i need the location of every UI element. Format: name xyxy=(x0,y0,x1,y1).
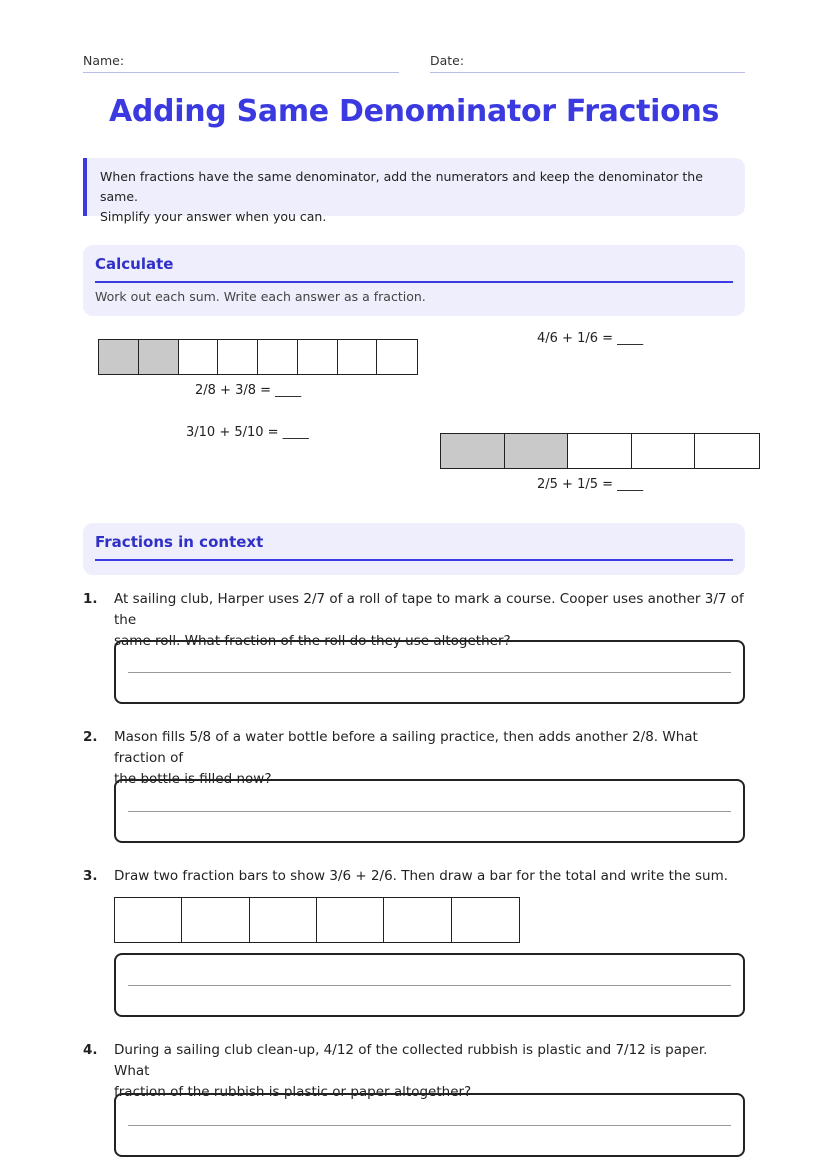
calculate-heading: Calculate xyxy=(95,255,174,273)
bar-cell xyxy=(695,434,759,468)
bar-cell xyxy=(250,898,317,942)
equation-3-10-plus-5-10: 3/10 + 5/10 = ____ xyxy=(186,425,309,440)
bar-cell-shaded xyxy=(505,434,569,468)
question-4-line-2: fraction of the rubbish is plastic or paper altogether? xyxy=(114,1084,472,1100)
question-3-line-1: Draw two fraction bars to show 3/6 + 2/6. Then draw a bar for the total and write the sum. xyxy=(114,868,729,884)
bar-cell xyxy=(384,898,451,942)
fraction-bar-sixths xyxy=(114,897,520,943)
calculate-instructions: Work out each sum. Write each answer as a fraction. xyxy=(95,289,426,304)
context-heading: Fractions in context xyxy=(95,533,264,551)
equation-2-8-plus-3-8: 2/8 + 3/8 = ____ xyxy=(195,383,302,398)
bar-cell xyxy=(317,898,384,942)
fraction-bar-eighths xyxy=(98,339,418,375)
bar-cell xyxy=(218,340,258,374)
calculate-heading-rule xyxy=(95,281,733,283)
question-4-answer-box[interactable] xyxy=(114,1093,745,1157)
context-section-header xyxy=(83,523,745,575)
bar-cell xyxy=(632,434,696,468)
equation-4-6-plus-1-6: 4/6 + 1/6 = ____ xyxy=(537,331,644,346)
bar-cell xyxy=(452,898,519,942)
bar-cell-shaded xyxy=(441,434,505,468)
intro-callout xyxy=(83,158,745,224)
date-field-line[interactable] xyxy=(430,72,745,73)
bar-cell xyxy=(568,434,632,468)
question-1-number: 1. xyxy=(83,591,98,607)
intro-line-2: Simplify your answer when you can. xyxy=(100,209,327,224)
bar-cell xyxy=(115,898,182,942)
answer-line xyxy=(128,1125,731,1126)
bar-cell xyxy=(298,340,338,374)
question-2-line-2: the bottle is filled now? xyxy=(114,771,272,787)
date-label: Date: xyxy=(430,53,465,68)
fraction-bar-fifths xyxy=(440,433,760,469)
intro-line-1: When fractions have the same denominator, add the numerators and keep the denominator the same. xyxy=(100,169,703,204)
answer-line xyxy=(128,985,731,986)
question-4-line-1: During a sailing club clean-up, 4/12 of the collected rubbish is plastic and 7/12 is paper. What xyxy=(114,1042,708,1079)
context-heading-rule xyxy=(95,559,733,561)
question-1-line-1: At sailing club, Harper uses 2/7 of a roll of tape to mark a course. Cooper uses another 3/7 of the xyxy=(114,591,744,628)
question-4-number: 4. xyxy=(83,1042,98,1058)
question-1-line-2: same roll. What fraction of the roll do they use altogether? xyxy=(114,633,511,649)
question-2-answer-box[interactable] xyxy=(114,779,745,843)
question-3-answer-box[interactable] xyxy=(114,953,745,1017)
question-2-line-1: Mason fills 5/8 of a water bottle before a sailing practice, then adds another 2/8. What fraction of xyxy=(114,729,698,766)
bar-cell xyxy=(179,340,219,374)
bar-cell-shaded xyxy=(99,340,139,374)
bar-cell xyxy=(377,340,417,374)
question-2-number: 2. xyxy=(83,729,98,745)
calculate-section-header xyxy=(83,245,745,316)
question-3-text xyxy=(114,866,744,887)
question-1-answer-box[interactable] xyxy=(114,640,745,704)
bar-cell xyxy=(258,340,298,374)
name-field-line[interactable] xyxy=(83,72,399,73)
bar-cell-shaded xyxy=(139,340,179,374)
name-label: Name: xyxy=(83,53,125,68)
page-title: Adding Same Denominator Fractions xyxy=(108,94,720,129)
answer-line xyxy=(128,811,731,812)
answer-line xyxy=(128,672,731,673)
bar-cell xyxy=(182,898,249,942)
equation-2-5-plus-1-5: 2/5 + 1/5 = ____ xyxy=(537,477,644,492)
bar-cell xyxy=(338,340,378,374)
question-3-number: 3. xyxy=(83,868,98,884)
